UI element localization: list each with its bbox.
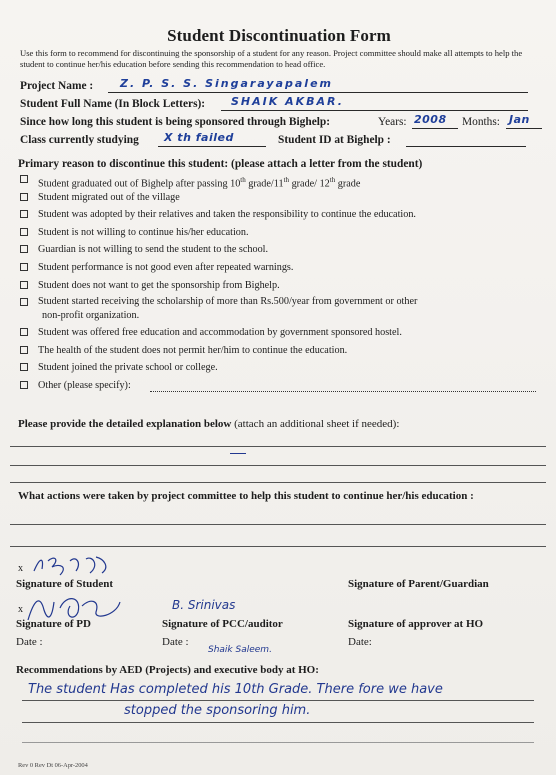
project-name-label: Project Name : (20, 80, 94, 92)
reason-text: Student was offered free education and accommodation by government sponsored hostel. (38, 327, 402, 339)
other-specify-field[interactable] (150, 378, 536, 392)
pd-date-label: Date : (16, 636, 43, 648)
checkbox[interactable] (20, 363, 28, 371)
reason-text: Student does not want to get the sponsorship from Bighelp. (38, 279, 280, 291)
reason-text: Student graduated out of Bighelp after passing 10 (38, 178, 241, 190)
form-intro: Use this form to recommend for discontinuing the sponsorship of a student for any reason. Project committee should make all attempts to help the student to continue her/his education before sending this recommendation to head office. (20, 48, 523, 69)
reason-text: grade (335, 178, 361, 190)
years-field[interactable] (412, 114, 458, 129)
reason-text: grade/ 12 (289, 178, 330, 190)
reason-performance[interactable] (16, 260, 542, 278)
reason-text: non-profit organization. (42, 310, 140, 322)
reason-health[interactable] (16, 343, 542, 361)
parent-signature-label: Signature of Parent/Guardian (348, 578, 489, 590)
years-label: Years: (378, 116, 407, 128)
checkbox[interactable] (20, 328, 28, 336)
reason-text: Student started receiving the scholarship of more than Rs.500/year from government or other (38, 296, 418, 308)
superscript: th (240, 176, 246, 184)
explanation-label-bold: Please provide the detailed explanation below (18, 418, 232, 430)
checkbox[interactable] (20, 381, 28, 389)
months-value: Jan (509, 113, 530, 126)
explanation-line[interactable] (10, 465, 546, 466)
actions-label: What actions were taken by project committee to help this student to continue her/his education : (18, 490, 474, 502)
checkbox[interactable] (20, 245, 28, 253)
sponsored-since-label: Since how long this student is being sponsored through Bighelp: (20, 116, 331, 128)
class-row (16, 132, 542, 150)
class-label: Class currently studying (20, 134, 139, 146)
recommendations-label: Recommendations by AED (Projects) and executive body at HO: (16, 664, 319, 676)
actions-line[interactable] (10, 524, 546, 525)
explanation-line[interactable] (10, 446, 546, 447)
checkbox[interactable] (20, 298, 28, 306)
student-id-field[interactable] (406, 132, 526, 147)
form-title: Student Discontinuation Form (167, 26, 391, 45)
checkbox[interactable] (20, 263, 28, 271)
revision-footer: Rev 0 Rev Dt 06-Apr-2004 (18, 762, 88, 769)
pd-signature-label: Signature of PD (16, 618, 91, 630)
student-id-label: Student ID at Bighelp : (278, 134, 391, 146)
checkbox[interactable] (20, 210, 28, 218)
student-name-row (16, 96, 542, 114)
explanation-label-normal: (attach an additional sheet if needed): (231, 418, 400, 430)
reason-text: Guardian is not willing to send the student to the school. (38, 244, 269, 256)
reason-not-willing[interactable] (16, 225, 542, 243)
student-signature-mark (30, 553, 130, 581)
months-label: Months: (462, 116, 500, 128)
checkbox[interactable] (20, 346, 28, 354)
reasons-heading: Primary reason to discontinue this student: (please attach a letter from the student) (18, 158, 423, 170)
project-name-value: Z. P. S. S. Singarayapalem (120, 77, 333, 90)
student-x-mark: x (18, 563, 23, 574)
approver-date-label: Date: (348, 636, 372, 648)
recommendation-text-line2: stopped the sponsoring him. (124, 703, 311, 718)
class-field[interactable] (158, 132, 266, 147)
checkbox[interactable] (20, 228, 28, 236)
recommendation-line[interactable] (22, 700, 534, 701)
superscript: th (283, 176, 290, 184)
superscript: th (329, 176, 336, 184)
reason-graduated[interactable] (16, 172, 542, 190)
reason-private-school[interactable] (16, 360, 542, 378)
reason-text: Student performance is not good even after repeated warnings. (38, 261, 294, 273)
checkbox[interactable] (20, 193, 28, 201)
recommendation-line[interactable] (22, 742, 534, 743)
student-signature-label: Signature of Student (16, 578, 113, 590)
pcc-handwritten-name: Shaik Saleem. (208, 645, 272, 655)
reason-text: Student migrated out of the village (38, 191, 180, 203)
reason-migrated[interactable] (16, 190, 542, 208)
explanation-line[interactable] (10, 482, 546, 483)
reason-text: Student was adopted by their relatives and taken the responsibility to continue the education. (38, 209, 416, 221)
approver-signature-label: Signature of approver at HO (348, 618, 484, 630)
reason-text: grade/11 (245, 178, 284, 190)
pd-x-mark: x (18, 604, 23, 615)
student-name-field[interactable] (221, 96, 528, 111)
reason-adopted[interactable] (16, 207, 542, 225)
reason-other[interactable] (16, 378, 542, 396)
months-field[interactable] (506, 114, 542, 129)
class-value: X th failed (164, 131, 234, 144)
pen-mark (230, 453, 246, 454)
reason-text: The health of the student does not permit her/him to continue the education. (38, 344, 348, 356)
years-value: 2008 (414, 113, 447, 126)
project-name-field[interactable] (108, 78, 528, 93)
student-name-value: SHAIK AKBAR. (231, 95, 344, 108)
actions-line[interactable] (10, 546, 546, 547)
reason-text: Other (please specify): (38, 379, 131, 391)
reason-scholarship[interactable] (16, 295, 542, 325)
pcc-date-label: Date : (162, 636, 189, 648)
reason-no-sponsorship[interactable] (16, 278, 542, 296)
sponsored-since-row (16, 114, 542, 132)
reason-text: Student is not willing to continue his/her education. (38, 226, 249, 238)
reason-text: Student joined the private school or college. (38, 362, 218, 374)
pcc-signature-label: Signature of PCC/auditor (162, 618, 283, 630)
pcc-signature-name: B. Srinivas (172, 598, 236, 612)
recommendation-line[interactable] (22, 722, 534, 723)
recommendation-text-line1: The student Has completed his 10th Grade. There fore we have (28, 682, 443, 697)
checkbox[interactable] (20, 281, 28, 289)
reason-guardian[interactable] (16, 242, 542, 260)
student-name-label: Student Full Name (In Block Letters): (20, 98, 206, 110)
reason-hostel[interactable] (16, 325, 542, 343)
checkbox[interactable] (20, 175, 28, 183)
explanation-label (18, 418, 399, 430)
